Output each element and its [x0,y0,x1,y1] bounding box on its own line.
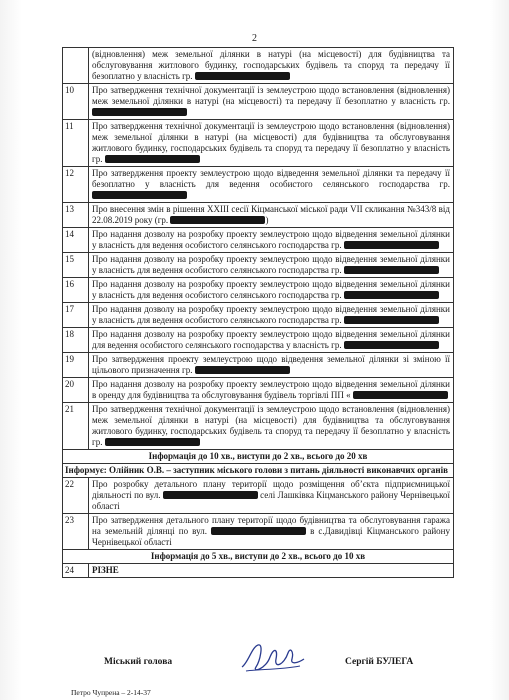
agenda-row [63,278,454,303]
agenda-item-text-part: Про внесення змін в рішення ХХІІІ сесії Кіцманської міської ради VII скликання №343/8 від 22.08.2019 року (гр. [92,204,450,225]
agenda-item-number: 18 [63,328,89,353]
agenda-row [63,378,454,403]
agenda-row [63,514,454,550]
redacted-name [195,366,290,374]
agenda-item-text [89,514,454,550]
agenda-item-number: 11 [63,120,89,167]
redacted-name [92,191,187,199]
agenda-item-text [89,378,454,403]
agenda-item-text-part: Про надання дозволу на розробку проекту землеустрою щодо відведення земельної ділянки для ведення особистого селянського господарства у власність гр. [92,329,450,350]
agenda-item-number: 19 [63,353,89,378]
timing-info: Інформація до 10 хв., виступи до 2 хв., всього до 20 хв [63,450,454,464]
agenda-row [63,120,454,167]
signature-title: Міський голова [104,657,173,667]
agenda-item-text [89,48,454,84]
agenda-item-text-part: ) [265,215,269,225]
redacted-name [344,291,439,299]
agenda-row [63,303,454,328]
agenda-item-text-part: Про розробку детального плану території щодо розміщення об’єкта підприємницької діяльності по вул. [92,479,450,500]
redacted-name [344,241,439,249]
agenda-table [62,47,454,578]
redacted-name [195,72,290,80]
timing-info: Інформація до 5 хв., виступи до 2 хв., всього до 10 хв [63,550,454,564]
agenda-item-text [89,328,454,353]
agenda-item-text: РІЗНЕ [89,564,454,578]
agenda-item-text-part: Про надання дозволу на розробку проекту землеустрою щодо відведення земельної ділянки в оренду для будівництва та обслуговування будівель торгівлі ПП « [92,379,450,400]
redacted-name [163,491,258,499]
agenda-item-text [89,403,454,450]
agenda-item-number: 22 [63,478,89,514]
agenda-row [63,203,454,228]
agenda-row [63,478,454,514]
agenda-item-text-part: Про надання дозволу на розробку проекту землеустрою щодо відведення земельної ділянки у власність для ведення особистого селянського господарства гр. [92,304,450,325]
agenda-row [63,353,454,378]
agenda-item-text [89,120,454,167]
agenda-row [63,564,454,578]
agenda-item-number: 10 [63,84,89,120]
agenda-item-number: 21 [63,403,89,450]
agenda-item-text-part: Про затвердження технічної документації із землеустрою щодо встановлення (відновлення) меж земельної ділянки в натурі (на місцевості) та передачу її безоплатно у власність гр. [92,85,450,106]
agenda-row [63,167,454,203]
agenda-item-text [89,84,454,120]
agenda-item-text-part: селі Лашківка Кіцманського району Чернівецької області [92,490,450,511]
agenda-item-text-part: (відновлення) меж земельної ділянки в натурі (на місцевості) для будівництва та обслуговування житлового будинку, господарських будівель та споруд та передачу її безоплатно у власність гр. [92,49,450,81]
agenda-item-text [89,278,454,303]
signatory-name: Сергій БУЛЕГА [345,657,414,667]
agenda-item-number: 15 [63,253,89,278]
agenda-item-number: 23 [63,514,89,550]
agenda-item-text-part: Про надання дозволу на розробку проекту землеустрою щодо відведення земельної ділянки у власність для ведення особистого селянського господарства гр. [92,254,450,275]
agenda-item-number: 20 [63,378,89,403]
redacted-name [92,108,187,116]
agenda-item-number: 13 [63,203,89,228]
redacted-name [105,155,200,163]
agenda-row [63,48,454,84]
timing-info-row [63,450,454,464]
agenda-item-number: 12 [63,167,89,203]
agenda-item-text [89,253,454,278]
redacted-name [211,527,306,535]
timing-info-row [63,550,454,564]
agenda-item-text-part: Про надання дозволу на розробку проекту землеустрою щодо відведення земельної ділянки у власність для ведення особистого селянського господарства гр. [92,229,450,250]
redacted-name [105,438,200,446]
handwritten-signature [238,639,308,677]
agenda-item-text [89,478,454,514]
agenda-row [63,328,454,353]
agenda-item-text [89,167,454,203]
agenda-item-number: 16 [63,278,89,303]
redacted-name [170,216,265,224]
speaker-info-row [63,464,454,478]
agenda-item-text [89,203,454,228]
agenda-item-number: 17 [63,303,89,328]
footer-contact: Петро Чупрена – 2-14-37 [71,688,151,697]
redacted-name [344,341,439,349]
agenda-item-text [89,228,454,253]
agenda-row [63,228,454,253]
agenda-row [63,253,454,278]
page-number: 2 [252,33,257,44]
agenda-item-text-part: в с.Давидівці Кіцманського району Чернівецької області [92,526,451,547]
redacted-name [344,316,439,324]
agenda-item-text-part: Про затвердження технічної документації із землеустрою щодо встановлення (відновлення) меж земельної ділянки в натурі (на місцевості) для будівництва та обслуговування житлового будинку, господарських будівель та споруд та передачу її безоплатно у власність гр. [92,404,450,447]
agenda-item-text-part: Про надання дозволу на розробку проекту землеустрою щодо відведення земельної ділянки у власність для ведення особистого селянського господарства гр. [92,279,450,300]
agenda-item-number [63,48,89,84]
agenda-item-text-part: Про затвердження детального плану території щодо будівництва та обслуговування гаража на земельній ділянці по вул. [92,515,450,536]
agenda-item-text [89,353,454,378]
redacted-name [353,391,448,399]
agenda-item-text-part: Про затвердження проекту землеустрою щодо відведення земельної ділянки зі зміною її цільового призначення гр. [92,354,450,375]
agenda-item-text-part: Про затвердження проекту землеустрою щодо відведення земельної ділянки та передачу її безоплатно у власність для ведення особистого селянського господарства гр. [92,168,450,189]
agenda-item-number: 24 [63,564,89,578]
redacted-name [344,266,439,274]
agenda-item-text [89,303,454,328]
agenda-row [63,84,454,120]
agenda-item-text-part: Про затвердження технічної документації із землеустрою щодо встановлення (відновлення) меж земельної ділянки в натурі (на місцевості) для будівництва та обслуговування житлового будинку, господарських будівель та споруд та передачу її безоплатно у власність гр. [92,121,450,164]
speaker-info: Інформує: Олійник О.В. – заступник міського голови з питань діяльності виконавчих органів [63,464,454,478]
agenda-item-number: 14 [63,228,89,253]
signature-block [0,655,509,685]
agenda-row [63,403,454,450]
